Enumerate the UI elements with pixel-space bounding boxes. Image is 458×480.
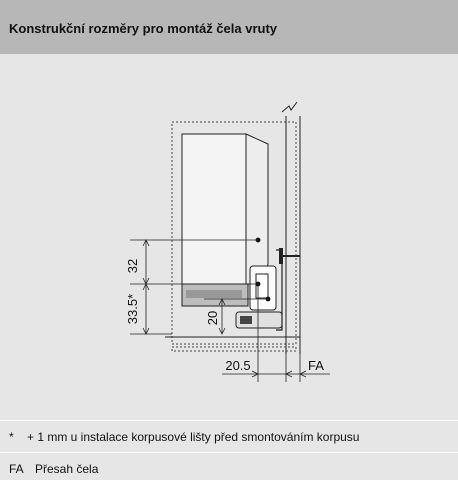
label-fa: FA [308,358,324,373]
label-32: 32 [125,258,140,274]
diagram-svg [0,54,458,420]
runner-shadow [186,290,242,298]
page-title: Konstrukční rozměry pro montáž čela vruty [9,21,278,36]
legend-abbr: FA [9,462,24,476]
legend-text: Přesah čela [35,462,99,476]
footnote-text: + 1 mm u instalace korpusové lišty před smontováním korpusu [27,430,360,444]
drawer-front [182,134,246,284]
bottom-panel-dotted [172,347,296,351]
wall-break-mark [282,102,297,112]
footnote [9,430,359,444]
screw-head [279,248,283,264]
divider-bottom [0,452,458,453]
fitting-clip [240,316,252,324]
legend-row [9,462,98,476]
label-20-5: 20.5 [225,358,251,373]
label-20: 20 [205,310,220,326]
label-33-5: 33.5* [125,293,140,325]
divider-top [0,420,458,421]
drawer-side-profile [246,134,268,284]
header-bar [0,0,458,54]
assembly-diagram [0,54,458,420]
footnote-marker: * [9,430,14,444]
